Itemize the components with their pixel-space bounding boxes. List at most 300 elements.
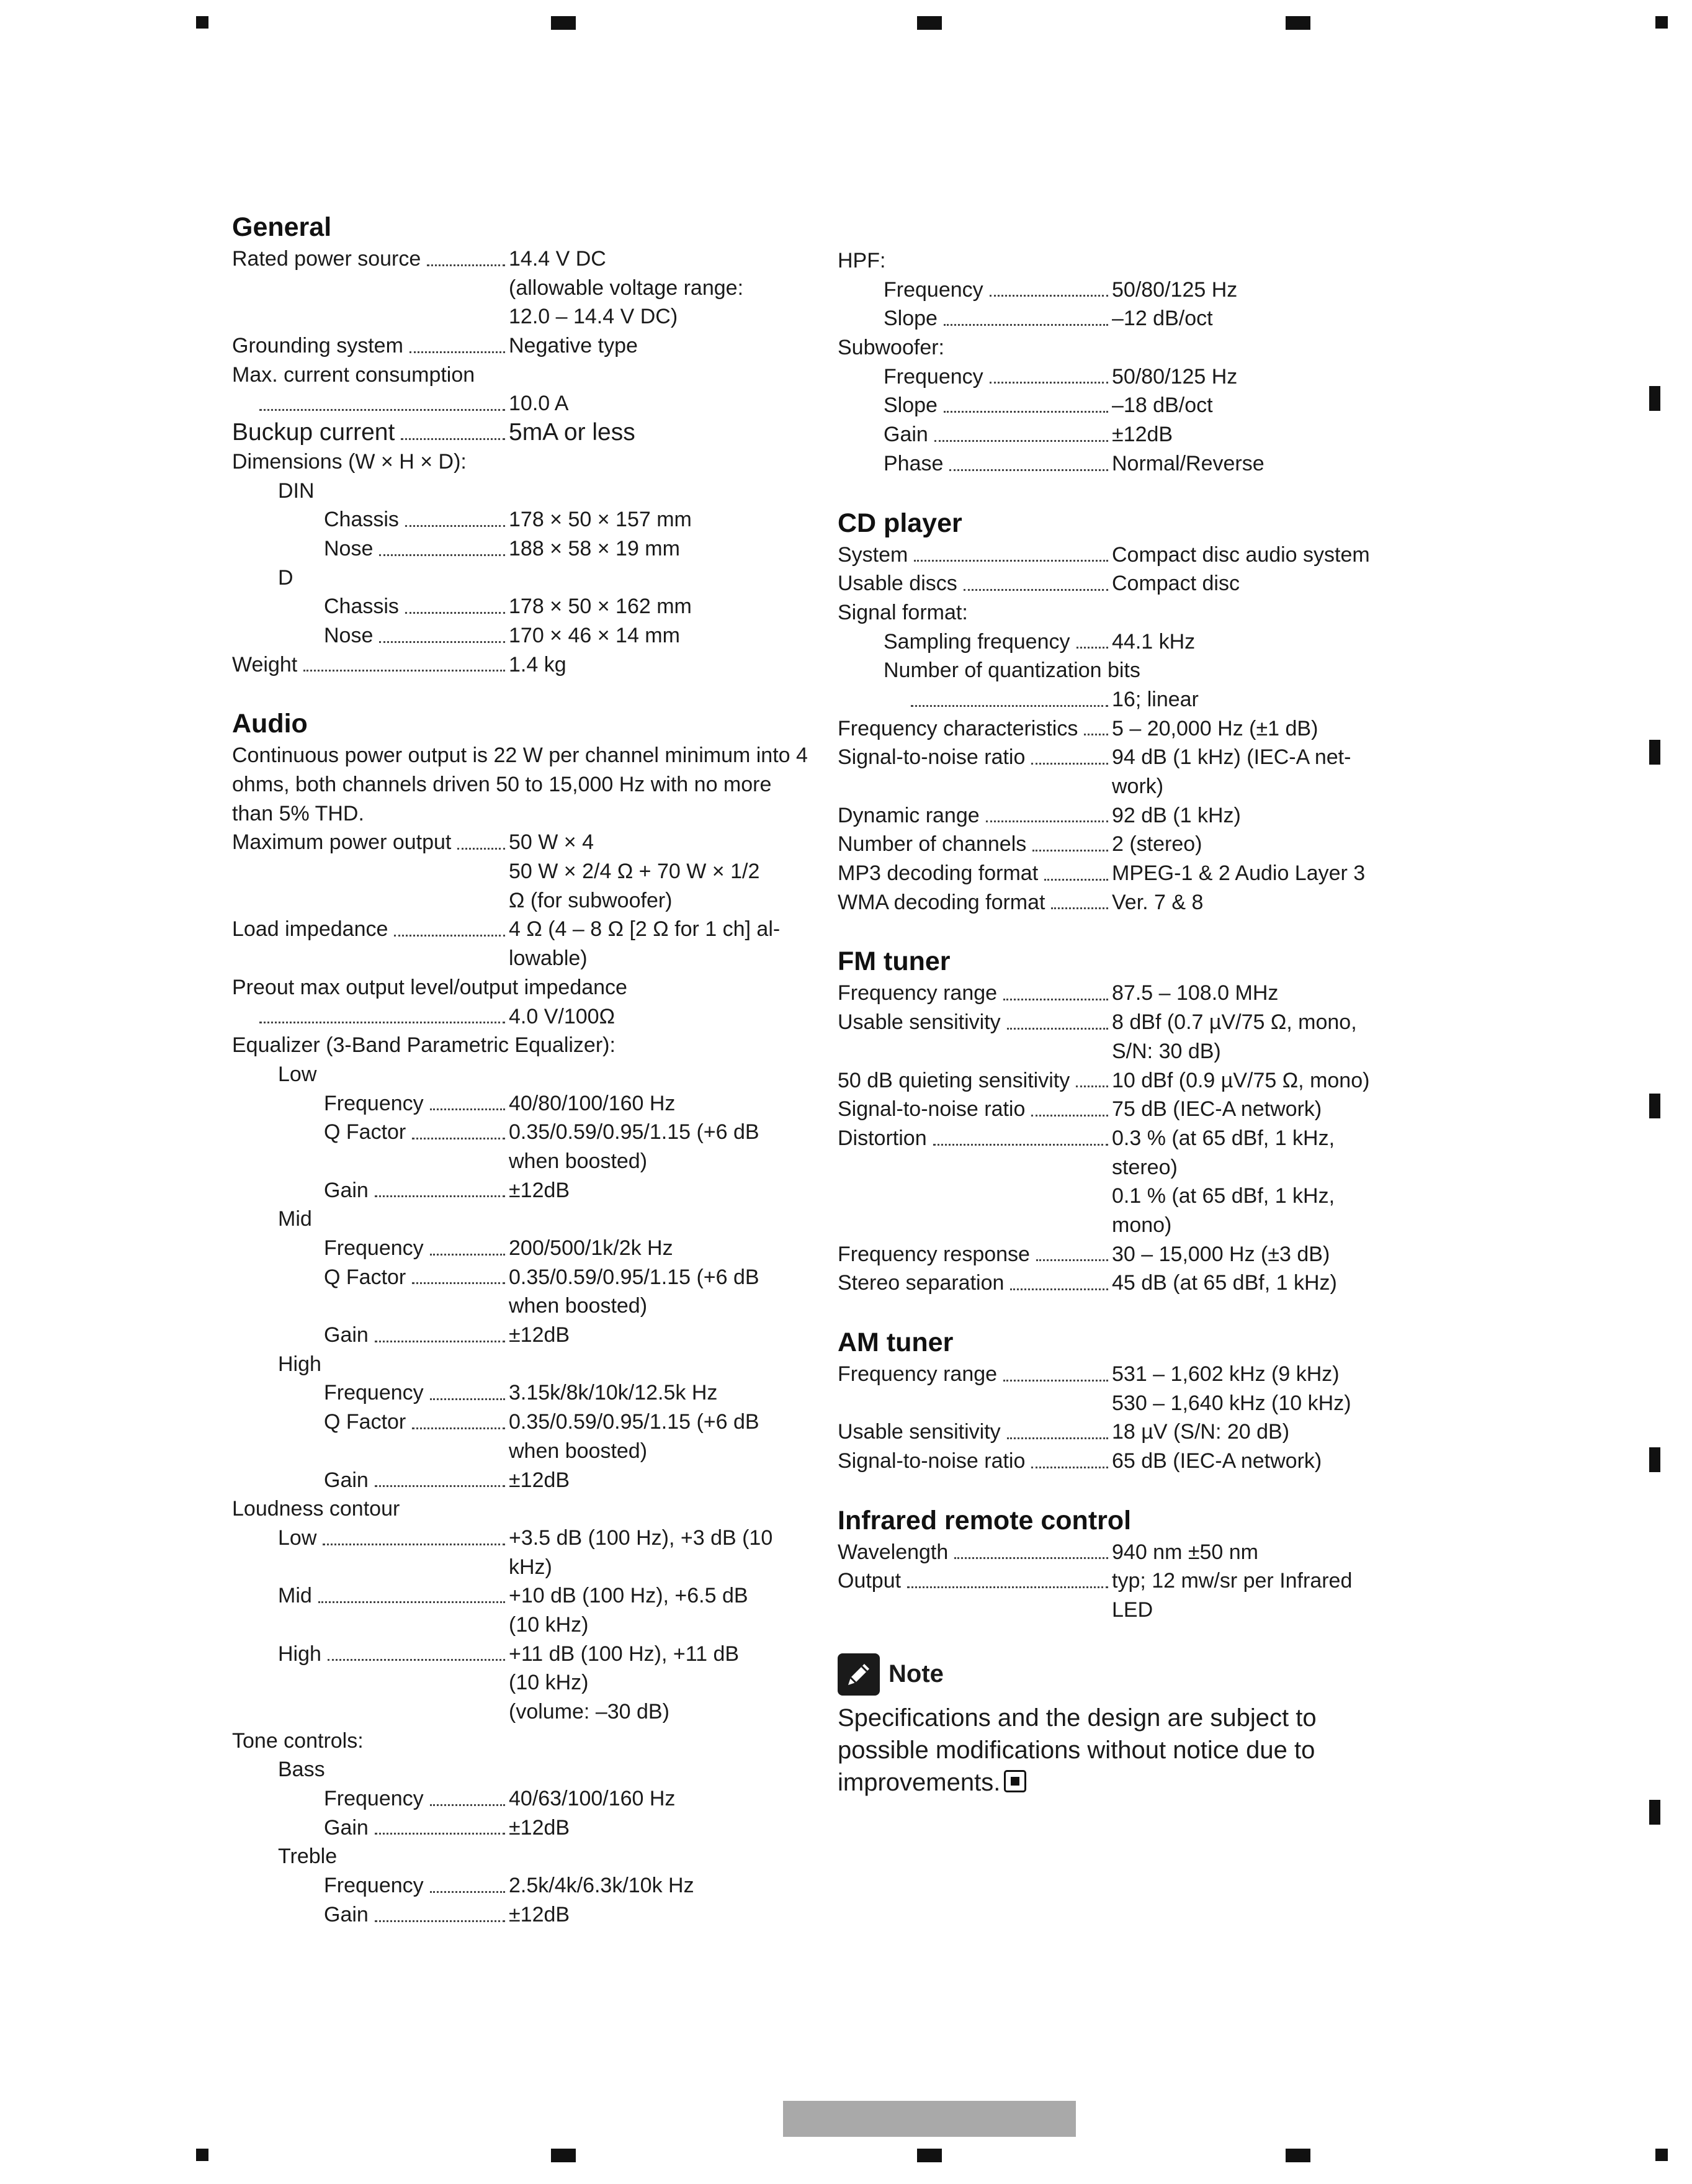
leader-dots [1003,1360,1108,1389]
spec-label: Frequency [884,277,983,302]
spec-value: typ; 12 mw/sr per Infrared [1112,1569,1353,1593]
spec-label: Dynamic range [838,803,980,827]
end-mark-icon [1004,1770,1026,1792]
section-title: AM tuner [838,1328,954,1357]
spec-label: Bass [278,1758,325,1782]
spec-row [232,361,815,390]
spec-row [232,564,815,593]
spec-section-hpf [838,246,1421,479]
spec-row [232,534,815,564]
spec-label: Low [278,1062,317,1086]
leader-dots [328,1640,505,1669]
spec-row [232,1900,815,1930]
spec-row [232,1205,815,1234]
spec-label: 50 dB quieting sensitivity [838,1068,1070,1092]
spec-value: MPEG-1 & 2 Audio Layer 3 [1112,861,1366,886]
leader-dots [375,1321,505,1350]
spec-value: 45 dB (at 65 dBf, 1 kHz) [1112,1271,1337,1295]
spec-row [232,418,815,447]
leader-dots [303,650,505,680]
spec-value: 30 – 15,000 Hz (±3 dB) [1112,1242,1330,1266]
spec-row [232,1031,815,1060]
spec-column-right [838,246,1421,1799]
note-title: Note [889,1660,944,1688]
spec-row [232,621,815,650]
spec-value: 50/80/125 Hz [1112,364,1238,389]
spec-label: Frequency range [838,981,998,1005]
spec-row [232,1784,815,1813]
leader-dots [1010,1269,1108,1298]
leader-dots [1007,1418,1108,1447]
spec-row [232,1494,815,1524]
pencil-note-icon [838,1653,880,1696]
leader-dots [964,569,1108,598]
leader-dots [375,1176,505,1205]
spec-value: when boosted) [509,1294,648,1318]
spec-row [838,569,1421,598]
spec-label: Frequency response [838,1242,1030,1266]
leader-dots [405,592,505,621]
spec-value: 1.4 kg [509,652,566,676]
spec-value: Ω (for subwoofer) [509,888,673,912]
spec-label: Usable sensitivity [838,1420,1001,1444]
leader-dots [1076,1066,1108,1095]
spec-row [838,1566,1421,1596]
spec-value: 4.0 V/100Ω [509,1004,615,1028]
spec-row [838,1240,1421,1269]
registration-mark [1649,1447,1660,1472]
spec-value: ±12dB [509,1815,570,1840]
spec-label: High [278,1642,321,1666]
spec-label: Q Factor [324,1265,406,1289]
spec-row [838,391,1421,420]
leader-dots [990,276,1108,305]
spec-label: System [838,542,908,567]
spec-row [232,1408,815,1437]
spec-row [838,1418,1421,1447]
registration-mark [1655,2149,1668,2161]
spec-label: Frequency [324,1091,424,1115]
spec-row [838,1447,1421,1476]
spec-row [232,1871,815,1900]
leader-dots [394,915,505,944]
spec-row [838,362,1421,392]
spec-row [232,1176,815,1205]
spec-value: S/N: 30 dB) [1112,1039,1221,1063]
spec-row [232,1060,815,1089]
leader-dots [907,1566,1108,1596]
leader-dots [410,331,505,361]
leader-dots [1031,1095,1108,1124]
spec-label: Frequency [324,1787,424,1811]
spec-value: Normal/Reverse [1112,451,1265,475]
spec-value: (allowable voltage range: [509,276,744,300]
spec-value: 10 dBf (0.9 µV/75 Ω, mono) [1112,1068,1370,1092]
spec-label: Wavelength [838,1540,949,1564]
spec-row [232,1466,815,1495]
leader-dots [375,1466,505,1495]
spec-row [838,1037,1421,1066]
registration-mark [917,2149,942,2162]
spec-value: +10 dB (100 Hz), +6.5 dB [509,1584,748,1608]
spec-label: Buckup current [232,419,395,446]
spec-label: Frequency [884,364,983,389]
leader-dots [1051,888,1108,917]
spec-row [838,1211,1421,1240]
spec-value: 12.0 – 14.4 V DC) [509,305,678,329]
spec-label: Grounding system [232,334,403,358]
spec-value: 14.4 V DC [509,247,606,271]
spec-value: –12 dB/oct [1112,307,1213,331]
spec-label: Sampling frequency [884,629,1070,654]
spec-row [838,276,1421,305]
note-body: Specifications and the design are subject to possible modifications without notice due to improvements. [838,1704,1317,1796]
spec-row [838,1008,1421,1037]
registration-mark [1649,1094,1660,1118]
spec-label: D [278,565,293,590]
leader-dots [379,534,505,564]
spec-value: 65 dB (IEC-A network) [1112,1449,1322,1473]
spec-value: kHz) [509,1555,552,1579]
spec-row [232,886,815,915]
leader-dots [430,1378,505,1408]
spec-row [838,627,1421,657]
spec-row [838,1153,1421,1182]
spec-value: 40/63/100/160 Hz [509,1787,676,1811]
spec-value: Compact disc audio system [1112,542,1370,567]
leader-dots [954,1538,1108,1567]
leader-dots [401,418,505,447]
leader-dots [1077,627,1108,657]
registration-mark [551,16,576,30]
leader-dots [375,1813,505,1843]
spec-row [232,477,815,506]
leader-dots [1084,714,1108,744]
spec-value: 170 × 46 × 14 mm [509,623,680,647]
registration-mark [196,16,208,29]
spec-value: when boosted) [509,1439,648,1463]
spec-row [838,979,1421,1008]
spec-value: (10 kHz) [509,1612,589,1637]
spec-row [232,1813,815,1843]
spec-value: 2 (stereo) [1112,832,1202,856]
spec-value: 18 µV (S/N: 20 dB) [1112,1420,1290,1444]
spec-value: ±12dB [509,1468,570,1492]
spec-row [838,1066,1421,1095]
leader-dots [430,1871,505,1900]
registration-mark [1649,386,1660,411]
spec-row [838,859,1421,888]
leader-dots [375,1900,505,1930]
spec-label: WMA decoding format [838,890,1045,914]
spec-label: Mid [278,1207,312,1231]
section-title: General [232,212,332,242]
spec-row [232,447,815,477]
spec-row [838,304,1421,333]
leader-dots [1003,979,1108,1008]
spec-value: 178 × 50 × 162 mm [509,595,692,619]
note-text [838,1702,1384,1799]
spec-label: Rated power source [232,247,421,271]
spec-value: 0.35/0.59/0.95/1.15 (+6 dB [509,1410,759,1434]
registration-mark [196,2149,208,2161]
spec-row [838,1596,1421,1625]
right-sections [838,246,1421,1625]
registration-mark [1649,1800,1660,1825]
spec-row [232,245,815,274]
spec-row [838,1360,1421,1389]
spec-label: Slope [884,307,938,331]
spec-row [838,801,1421,830]
leader-dots [318,1581,505,1611]
spec-row [232,1089,815,1118]
spec-value: mono) [1112,1213,1172,1237]
spec-section-cd-player [838,507,1421,917]
spec-label: Weight [232,652,298,676]
spec-label: Mid [278,1584,312,1608]
note-header [838,1653,1421,1696]
spec-value: Compact disc [1112,572,1240,596]
spec-value: 0.3 % (at 65 dBf, 1 kHz, [1112,1126,1335,1150]
spec-row [838,1269,1421,1298]
spec-label: Chassis [324,595,399,619]
leader-dots [990,362,1108,392]
spec-row [232,1321,815,1350]
spec-label: Q Factor [324,1410,406,1434]
leader-dots [1036,1240,1108,1269]
spec-row [232,1437,815,1466]
spec-row [232,1234,815,1263]
spec-label: Slope [884,393,938,418]
spec-value: LED [1112,1598,1153,1622]
spec-value: +3.5 dB (100 Hz), +3 dB (10 [509,1526,773,1550]
spec-row [232,1842,815,1871]
section-title: Audio [232,709,308,739]
spec-row [232,1668,815,1697]
spec-label: Max. current consumption [232,362,475,387]
spec-value: 4 Ω (4 – 8 Ω [2 Ω for 1 ch] al- [509,917,781,941]
spec-section-general [232,211,815,679]
spec-label: Frequency [324,1874,424,1898]
spec-value: 5mA or less [509,419,635,446]
leader-dots [1031,1447,1108,1476]
page-footer-bar [783,2101,1076,2137]
leader-dots [430,1089,505,1118]
spec-label: Tone controls: [232,1728,364,1753]
leader-dots [949,449,1108,479]
spec-value: ±12dB [509,1323,570,1347]
spec-row [232,331,815,361]
spec-label: Output [838,1569,902,1593]
spec-label: Gain [884,423,928,447]
spec-label: Usable discs [838,572,957,596]
leader-dots [914,541,1108,570]
registration-mark [917,16,942,30]
spec-row [838,772,1421,801]
spec-label: Frequency [324,1381,424,1405]
spec-row [838,1389,1421,1418]
spec-label: MP3 decoding format [838,861,1039,886]
spec-value: 40/80/100/160 Hz [509,1091,676,1115]
spec-row [232,828,815,857]
spec-value: ±12dB [509,1178,570,1202]
spec-row [232,650,815,680]
spec-row [838,541,1421,570]
spec-row [838,1124,1421,1153]
spec-value: 940 nm ±50 nm [1112,1540,1259,1564]
registration-mark [1655,16,1668,29]
spec-value: lowable) [509,946,588,971]
spec-row [232,857,815,886]
spec-value: (10 kHz) [509,1671,589,1695]
spec-row [232,1292,815,1321]
leader-dots [412,1408,505,1437]
spec-row [232,973,815,1002]
leader-dots [934,420,1108,449]
spec-value: Ver. 7 & 8 [1112,890,1204,914]
spec-label: Frequency range [838,1362,998,1386]
spec-value: when boosted) [509,1149,648,1173]
spec-value: ±12dB [1112,423,1173,447]
spec-row [232,274,815,303]
spec-value: work) [1112,775,1164,798]
spec-value: 50 W × 2/4 Ω + 70 W × 1/2 [509,860,760,884]
spec-row [838,685,1421,714]
spec-row [232,1524,815,1553]
leader-dots [944,391,1108,420]
spec-section-infrared-remote [838,1504,1421,1625]
section-title: Infrared remote control [838,1505,1132,1535]
spec-value: 16; linear [1112,687,1199,711]
spec-row [232,1118,815,1147]
leader-dots [412,1263,505,1292]
registration-mark [1286,16,1310,30]
spec-label: Loudness contour [232,1497,400,1521]
section-paragraph: Continuous power output is 22 W per channel minimum into 4 ohms, both channels driven 50 to 15,000 Hz with no more than 5% THD. [232,744,808,825]
spec-value: 44.1 kHz [1112,629,1196,654]
spec-label: Signal-to-noise ratio [838,745,1026,770]
spec-row [232,1378,815,1408]
spec-value: 50 W × 4 [509,830,594,855]
spec-row [232,592,815,621]
spec-row [232,1697,815,1727]
spec-label: Load impedance [232,917,388,941]
leader-dots [944,304,1108,333]
spec-value: 178 × 50 × 157 mm [509,508,692,532]
spec-row [232,1350,815,1379]
spec-row [838,830,1421,859]
spec-value: 5 – 20,000 Hz (±1 dB) [1112,716,1318,740]
spec-row [232,1727,815,1756]
spec-label: Usable sensitivity [838,1010,1001,1035]
spec-value: 2.5k/4k/6.3k/10k Hz [509,1874,694,1898]
section-title: CD player [838,508,962,538]
spec-label: Signal-to-noise ratio [838,1097,1026,1121]
spec-row [838,656,1421,685]
spec-row [232,1640,815,1669]
spec-label: Maximum power output [232,830,452,855]
spec-label: Equalizer (3-Band Parametric Equalizer): [232,1033,615,1058]
spec-value: 94 dB (1 kHz) (IEC-A net- [1112,745,1351,770]
leader-dots [933,1124,1108,1153]
spec-row [232,944,815,973]
spec-row [838,333,1421,362]
spec-label: DIN [278,479,315,503]
spec-section-audio [232,708,815,1929]
spec-column-left [232,211,815,1930]
spec-row [838,888,1421,917]
spec-value: 200/500/1k/2k Hz [509,1236,673,1261]
spec-label: Stereo separation [838,1271,1005,1295]
leader-dots [323,1524,505,1553]
spec-section-fm-tuner [838,945,1421,1298]
spec-value: 10.0 A [509,392,569,416]
leader-dots [986,801,1108,830]
spec-value: 8 dBf (0.7 µV/75 Ω, mono, [1112,1010,1357,1035]
leader-dots [1031,743,1108,772]
spec-label: Low [278,1526,317,1550]
registration-mark [551,2149,576,2162]
spec-value: 531 – 1,602 kHz (9 kHz) [1112,1362,1340,1386]
spec-label: Subwoofer: [838,336,944,360]
spec-value: stereo) [1112,1155,1178,1179]
leader-dots [1032,830,1108,859]
spec-label: HPF: [838,249,886,272]
spec-value: 50/80/125 Hz [1112,277,1238,302]
spec-label: Chassis [324,508,399,532]
spec-row [838,598,1421,627]
leader-dots [405,505,505,534]
leader-dots [911,685,1108,714]
leader-dots [412,1118,505,1147]
spec-value: 188 × 58 × 19 mm [509,536,680,560]
spec-row [838,449,1421,479]
spec-row [232,389,815,418]
spec-label: Dimensions (W × H × D): [232,449,467,474]
spec-row [232,1002,815,1031]
spec-row [232,1611,815,1640]
spec-value: ±12dB [509,1902,570,1926]
spec-label: Frequency [324,1236,424,1261]
spec-value: +11 dB (100 Hz), +11 dB [509,1642,740,1666]
spec-value: Negative type [509,334,638,358]
spec-value: 87.5 – 108.0 MHz [1112,981,1279,1005]
section-title: FM tuner [838,946,951,977]
spec-row [838,743,1421,772]
spec-row [232,1581,815,1611]
spec-label: Nose [324,623,374,647]
spec-label: Number of quantization bits [884,658,1140,683]
spec-row [232,1553,815,1582]
spec-label: Frequency characteristics [838,716,1078,740]
leader-dots [259,389,505,418]
spec-row [838,1095,1421,1124]
spec-row [838,1538,1421,1567]
spec-value: 0.35/0.59/0.95/1.15 (+6 dB [509,1120,759,1144]
spec-label: Gain [324,1178,369,1202]
leader-dots [427,245,505,274]
spec-label: Gain [324,1815,369,1840]
spec-row [232,1147,815,1176]
spec-value: –18 dB/oct [1112,393,1213,418]
spec-value: 0.35/0.59/0.95/1.15 (+6 dB [509,1265,759,1289]
leader-dots [430,1234,505,1263]
registration-mark [1286,2149,1310,2162]
spec-value: 0.1 % (at 65 dBf, 1 kHz, [1112,1184,1335,1208]
spec-label: Gain [324,1468,369,1492]
spec-row [232,302,815,331]
registration-mark [1649,740,1660,765]
